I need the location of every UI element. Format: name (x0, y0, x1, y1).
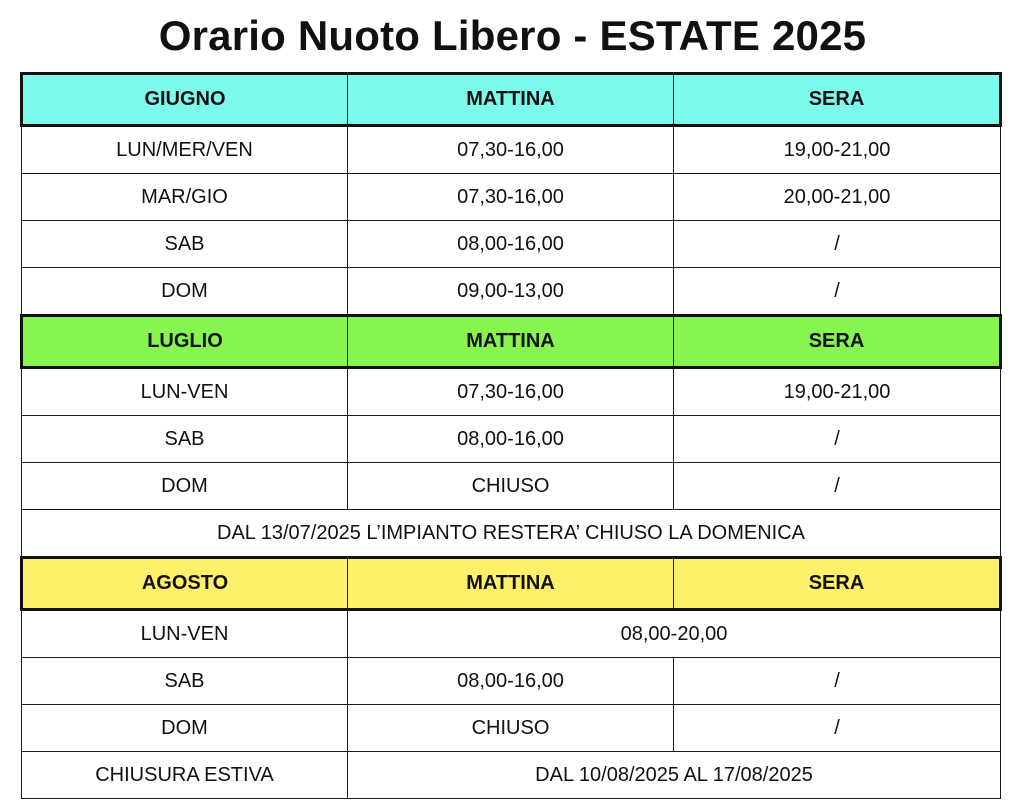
hours-cell: 08,00-20,00 (348, 610, 1001, 658)
table-row (22, 610, 1001, 658)
table-row (22, 705, 1001, 752)
day-cell: MAR/GIO (22, 174, 348, 221)
day-cell: SAB (22, 416, 348, 463)
header-row-giugno (22, 74, 1001, 126)
morning-cell: 09,00-13,00 (348, 268, 674, 316)
day-cell: DOM (22, 268, 348, 316)
morning-cell: 07,30-16,00 (348, 126, 674, 174)
evening-header: SERA (674, 316, 1001, 368)
note-row (22, 510, 1001, 558)
morning-header: MATTINA (348, 316, 674, 368)
evening-header: SERA (674, 558, 1001, 610)
evening-cell: / (674, 268, 1001, 316)
closure-dates: DAL 10/08/2025 AL 17/08/2025 (348, 752, 1001, 799)
month-header-luglio: LUGLIO (22, 316, 348, 368)
evening-cell: / (674, 416, 1001, 463)
table-row (22, 658, 1001, 705)
table-row (22, 221, 1001, 268)
day-cell: SAB (22, 221, 348, 268)
sunday-closure-note: DAL 13/07/2025 L’IMPIANTO RESTERA’ CHIUSO LA DOMENICA (22, 510, 1001, 558)
day-cell: LUN-VEN (22, 610, 348, 658)
day-cell: LUN/MER/VEN (22, 126, 348, 174)
evening-cell: / (674, 463, 1001, 510)
month-header-giugno: GIUGNO (22, 74, 348, 126)
morning-cell: 07,30-16,00 (348, 368, 674, 416)
evening-cell: / (674, 705, 1001, 752)
table-row (22, 174, 1001, 221)
table-row (22, 126, 1001, 174)
day-cell: DOM (22, 463, 348, 510)
closure-row (22, 752, 1001, 799)
morning-header: MATTINA (348, 74, 674, 126)
morning-cell: CHIUSO (348, 463, 674, 510)
morning-cell: 08,00-16,00 (348, 416, 674, 463)
evening-cell: / (674, 221, 1001, 268)
evening-cell: 19,00-21,00 (674, 368, 1001, 416)
evening-cell: 20,00-21,00 (674, 174, 1001, 221)
table-row (22, 463, 1001, 510)
evening-header: SERA (674, 74, 1001, 126)
header-row-agosto (22, 558, 1001, 610)
day-cell: LUN-VEN (22, 368, 348, 416)
day-cell: SAB (22, 658, 348, 705)
month-header-agosto: AGOSTO (22, 558, 348, 610)
header-row-luglio (22, 316, 1001, 368)
morning-cell: CHIUSO (348, 705, 674, 752)
closure-label: CHIUSURA ESTIVA (22, 752, 348, 799)
morning-cell: 08,00-16,00 (348, 658, 674, 705)
schedule-table (20, 72, 1002, 799)
table-row (22, 368, 1001, 416)
morning-cell: 08,00-16,00 (348, 221, 674, 268)
page-title: Orario Nuoto Libero - ESTATE 2025 (158, 12, 867, 59)
morning-header: MATTINA (348, 558, 674, 610)
day-cell: DOM (22, 705, 348, 752)
table-row (22, 268, 1001, 316)
evening-cell: 19,00-21,00 (674, 126, 1001, 174)
morning-cell: 07,30-16,00 (348, 174, 674, 221)
table-row (22, 416, 1001, 463)
evening-cell: / (674, 658, 1001, 705)
